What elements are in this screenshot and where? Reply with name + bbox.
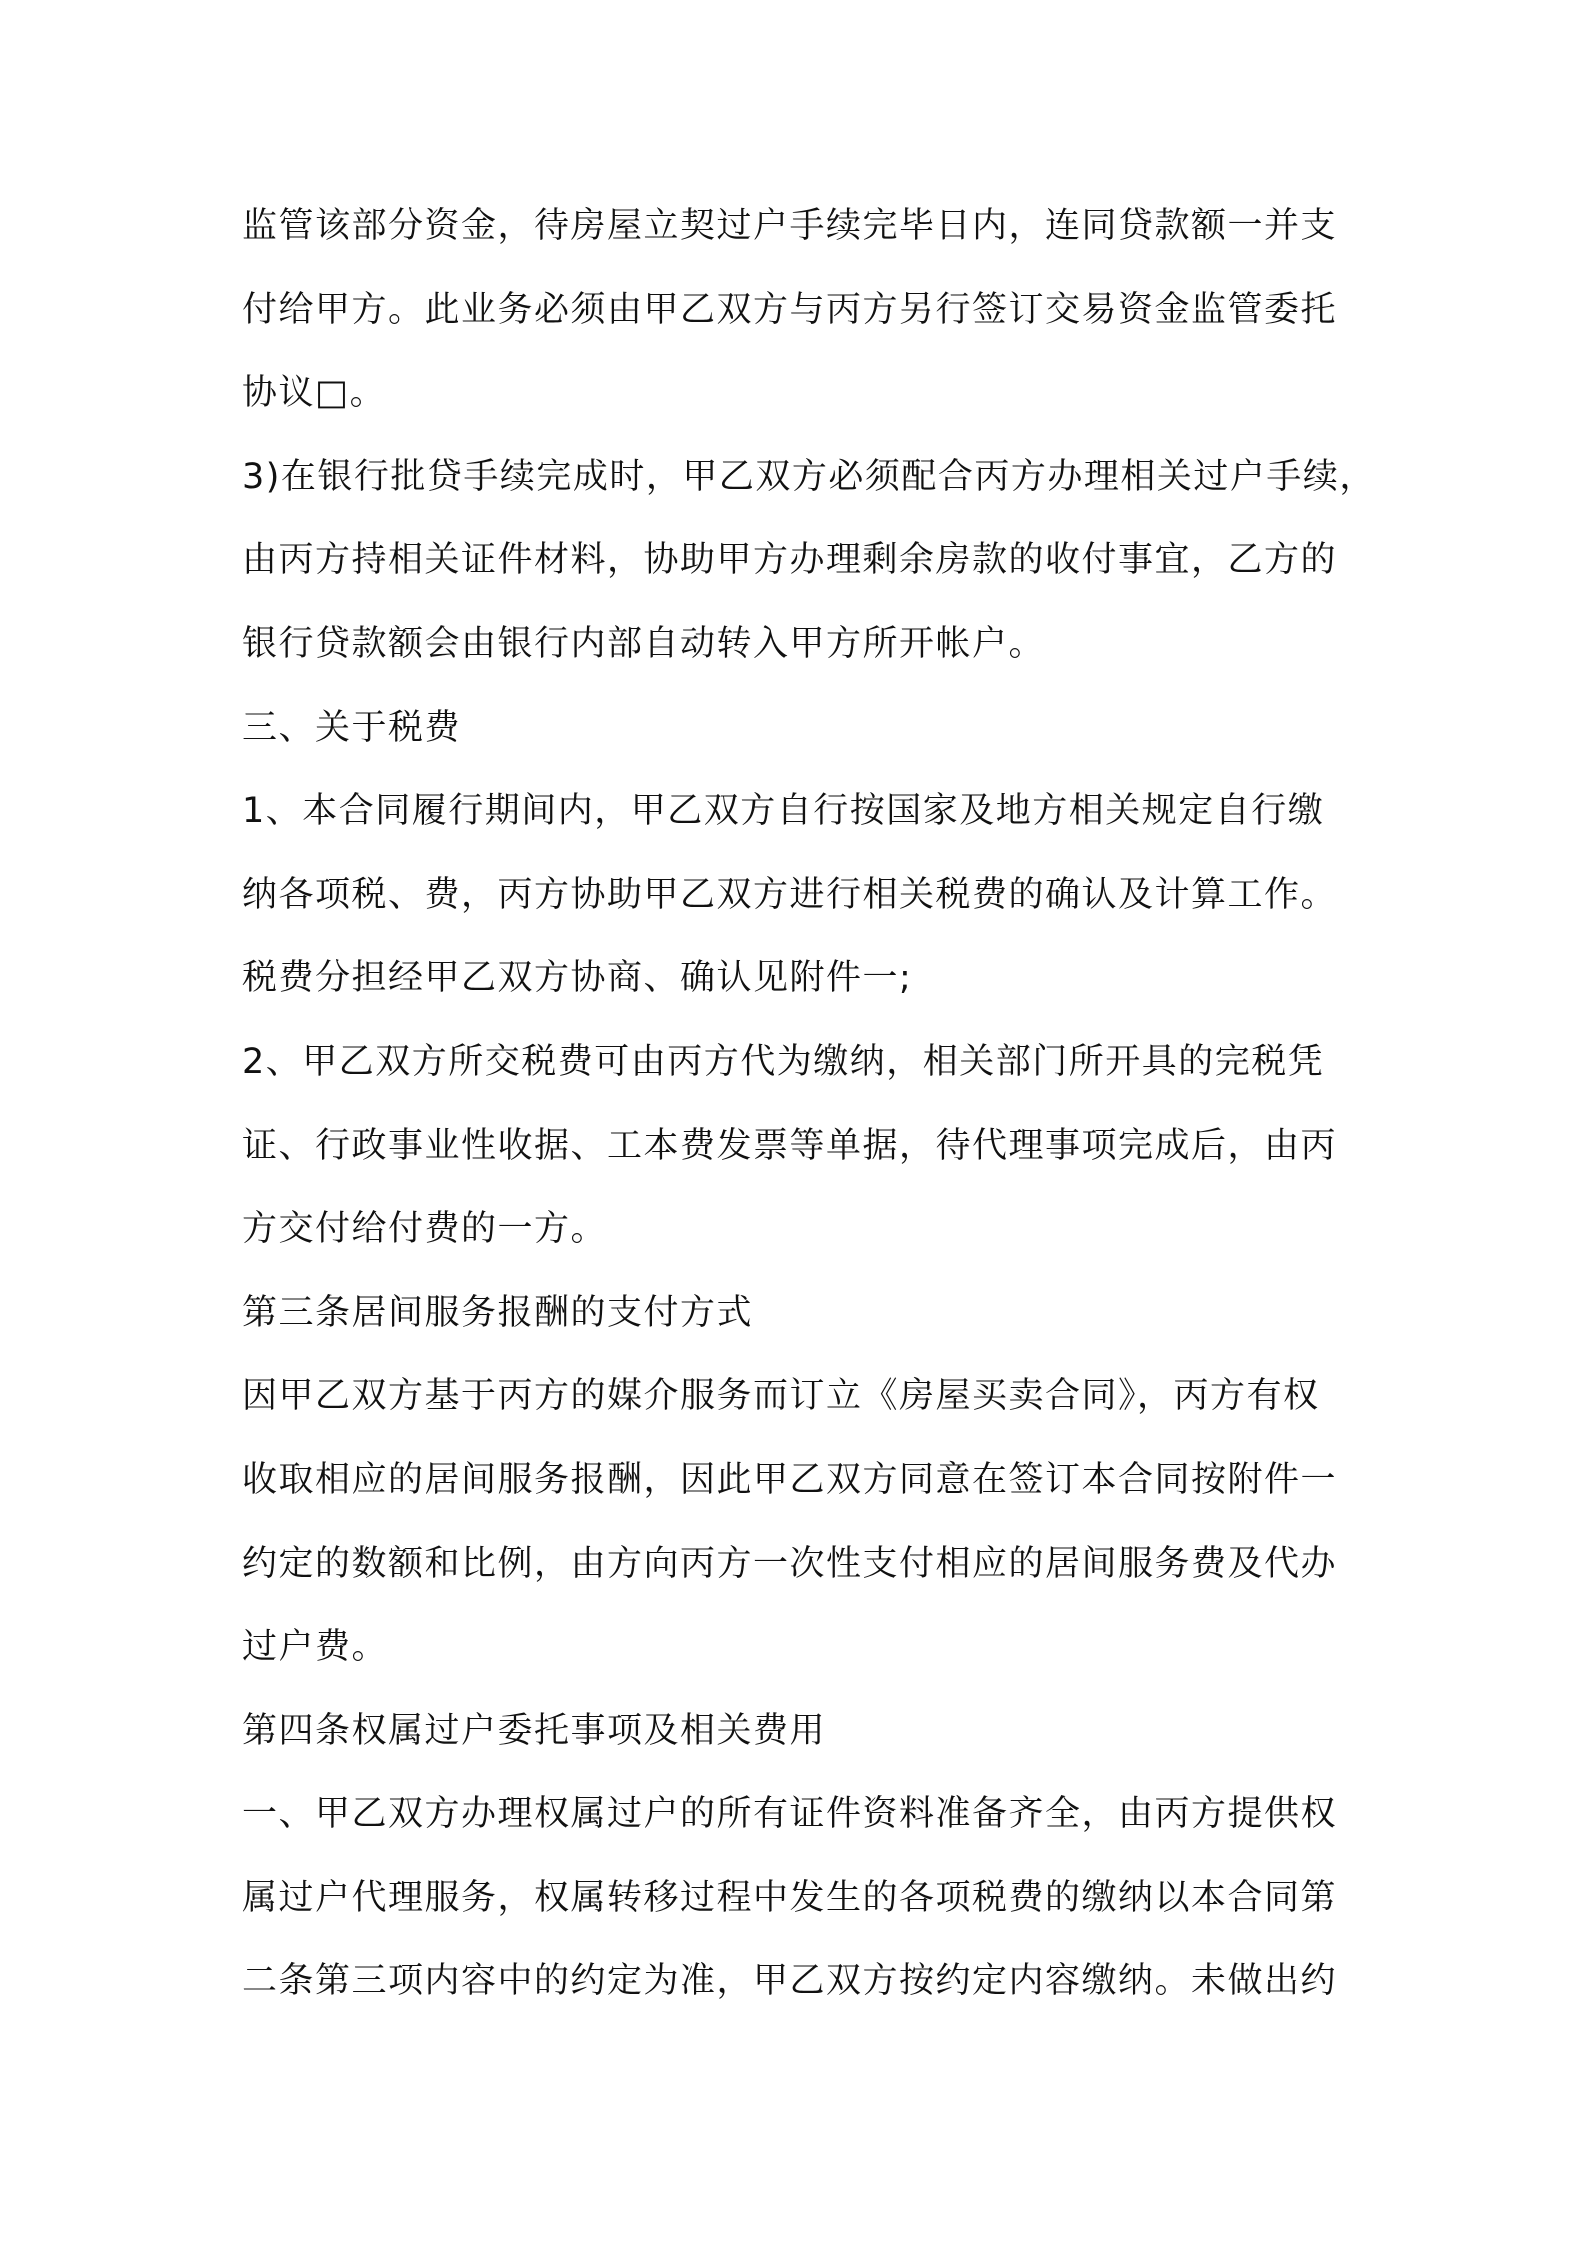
- text-line-9: 纳各项税、费，丙方协助甲乙双方进行相关税费的确认及计算工作。: [242, 874, 1338, 915]
- text-line-6: 银行贷款额会由银行内部自动转入甲方所开帐户。: [242, 623, 1046, 664]
- text-line-11: 2、甲乙双方所交税费可由丙方代为缴纳，相关部门所开具的完税凭: [242, 1041, 1325, 1082]
- text-line-5: 由丙方持相关证件材料，协助甲方办理剩余房款的收付事宜，乙方的: [242, 540, 1338, 581]
- text-line-3: 协议□。: [242, 373, 387, 414]
- article-heading-4: 第四条权属过户委托事项及相关费用: [242, 1710, 827, 1751]
- text-line-2: 付给甲方。此业务必须由甲乙双方与丙方另行签订交易资金监管委托: [242, 289, 1338, 330]
- text-line-17: 约定的数额和比例，由方向丙方一次性支付相应的居间服务费及代办: [242, 1543, 1338, 1584]
- text-line-20: 一、甲乙双方办理权属过户的所有证件资料准备齐全，由丙方提供权: [242, 1794, 1338, 1835]
- document-body: [242, 196, 1376, 2035]
- text-line-15: 因甲乙双方基于丙方的媒介服务而订立《房屋买卖合同》，丙方有权: [242, 1376, 1320, 1417]
- text-line-10: 税费分担经甲乙双方协商、确认见附件一;: [242, 958, 913, 999]
- text-line-4: 3)在银行批贷手续完成时，甲乙双方必须配合丙方办理相关过户手续，: [242, 456, 1376, 497]
- text-line-8: 1、本合同履行期间内，甲乙双方自行按国家及地方相关规定自行缴: [242, 791, 1325, 832]
- text-line-13: 方交付给付费的一方。: [242, 1209, 608, 1250]
- text-line-1: 监管该部分资金，待房屋立契过户手续完毕日内，连同贷款额一并支: [242, 206, 1338, 246]
- text-line-18: 过户费。: [242, 1627, 389, 1668]
- section-heading-taxes: 三、关于税费: [242, 707, 462, 748]
- text-line-12: 证、行政事业性收据、工本费发票等单据，待代理事项完成后，由丙: [242, 1125, 1338, 1166]
- article-heading-3: 第三条居间服务报酬的支付方式: [242, 1292, 754, 1333]
- text-line-21: 属过户代理服务，权属转移过程中发生的各项税费的缴纳以本合同第: [242, 1877, 1338, 1918]
- text-line-22: 二条第三项内容中的约定为准，甲乙双方按约定内容缴纳。未做出约: [242, 1961, 1338, 2002]
- text-line-16: 收取相应的居间服务报酬，因此甲乙双方同意在签订本合同按附件一: [242, 1459, 1338, 1500]
